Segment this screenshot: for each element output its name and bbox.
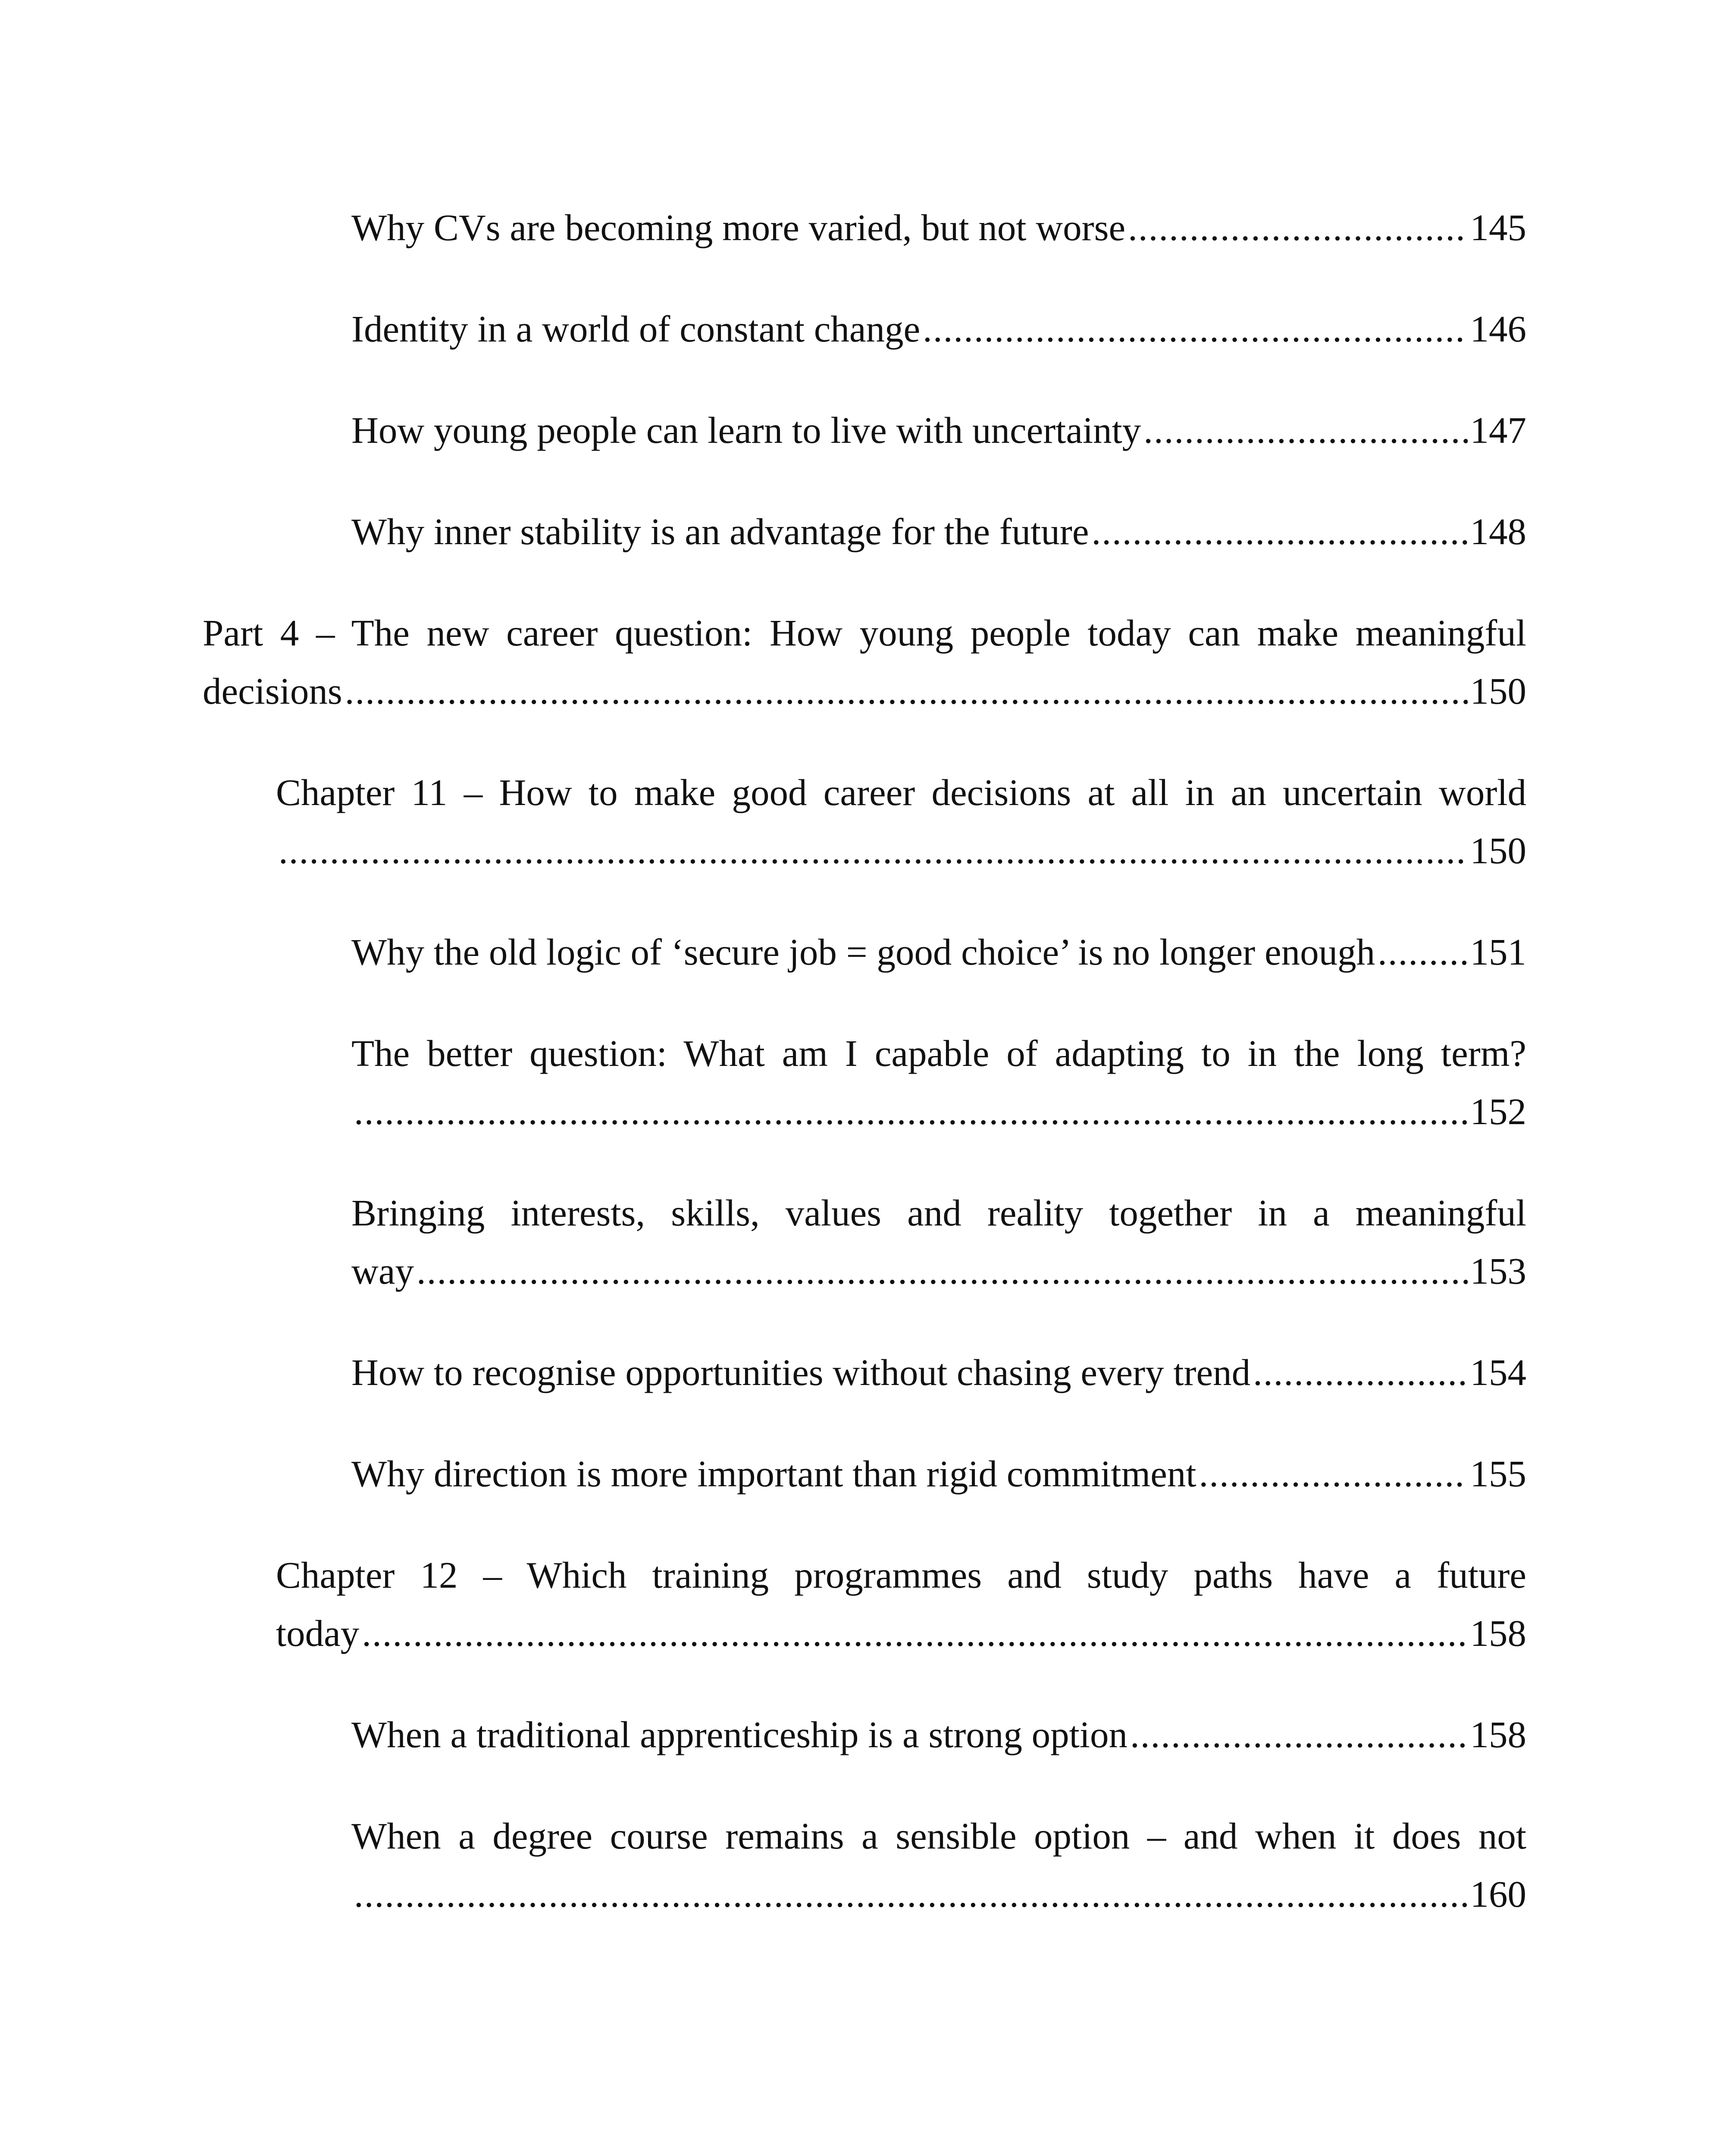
- toc-entry-page: 146: [1470, 308, 1526, 350]
- dot-leader: [1143, 401, 1467, 459]
- toc-entry-title-continued: decisions: [203, 670, 342, 712]
- toc-entry-title: Why CVs are becoming more varied, but not worse: [351, 207, 1126, 248]
- dot-leader: [1378, 923, 1467, 981]
- toc-chapter-entry[interactable]: [276, 763, 1526, 880]
- toc-entry-title: When a degree course remains a sensible option – and when it does not: [351, 1815, 1526, 1857]
- toc-entry-page: 150: [1470, 670, 1526, 712]
- toc-entry-page: 158: [1470, 1612, 1526, 1654]
- toc-entry[interactable]: [351, 1343, 1526, 1401]
- dot-leader: [923, 300, 1467, 358]
- toc-entry[interactable]: [351, 1705, 1526, 1764]
- dot-leader: [1128, 198, 1467, 257]
- dot-leader: [279, 821, 1468, 880]
- toc-entry-title-continued: today: [276, 1612, 360, 1654]
- dot-leader: [345, 662, 1468, 720]
- toc-entry-title: The better question: What am I capable of adapting to in the long term?: [351, 1032, 1526, 1074]
- dot-leader: [1199, 1445, 1468, 1503]
- toc-entry-page: 145: [1470, 207, 1526, 248]
- toc-entry-title: Chapter 12 – Which training programmes and study paths have a future: [276, 1554, 1526, 1596]
- toc-entry-title: Why direction is more important than rigid commitment: [351, 1453, 1196, 1495]
- toc-entry-title: Identity in a world of constant change: [351, 308, 921, 350]
- toc-entry[interactable]: [351, 1445, 1526, 1503]
- toc-entry[interactable]: [351, 923, 1526, 981]
- toc-entry-title: Part 4 – The new career question: How young people today can make meaningful: [203, 612, 1526, 654]
- toc-entry-title: Why inner stability is an advantage for the future: [351, 511, 1089, 552]
- toc-entry-page: 147: [1470, 409, 1526, 451]
- toc-entry[interactable]: [351, 1184, 1526, 1300]
- dot-leader: [1091, 502, 1467, 561]
- toc-entry-title: Bringing interests, skills, values and reality together in a meaningful: [351, 1192, 1526, 1234]
- toc-entry-page: 148: [1470, 511, 1526, 552]
- dot-leader: [354, 1865, 1468, 1923]
- toc-entry[interactable]: [351, 401, 1526, 459]
- toc-entry-page: 155: [1470, 1453, 1526, 1495]
- dot-leader: [417, 1242, 1468, 1300]
- toc-entry[interactable]: [351, 198, 1526, 257]
- toc-entry[interactable]: [351, 502, 1526, 561]
- toc-entry-page: 153: [1470, 1250, 1526, 1292]
- toc-entry-title: Why the old logic of ‘secure job = good choice’ is no longer enough: [351, 931, 1375, 973]
- toc-entry-page: 158: [1470, 1714, 1526, 1755]
- toc-entry-page: 150: [1470, 830, 1526, 871]
- toc-entry[interactable]: [351, 1024, 1526, 1141]
- toc-entry-title-continued: way: [351, 1250, 414, 1292]
- toc-chapter-entry[interactable]: [276, 1546, 1526, 1662]
- toc-entry[interactable]: [351, 300, 1526, 358]
- toc-entry-title: Chapter 11 – How to make good career decisions at all in an uncertain world: [276, 771, 1526, 813]
- toc-entry-title: When a traditional apprenticeship is a strong option: [351, 1714, 1128, 1755]
- toc-part-entry[interactable]: [203, 604, 1526, 720]
- toc-entry-title: How to recognise opportunities without chasing every trend: [351, 1351, 1251, 1393]
- dot-leader: [354, 1082, 1468, 1141]
- toc-entry-page: 160: [1470, 1873, 1526, 1915]
- toc-entry[interactable]: [351, 1807, 1526, 1923]
- dot-leader: [1130, 1705, 1468, 1764]
- dot-leader: [1253, 1343, 1467, 1401]
- toc-entry-page: 152: [1470, 1091, 1526, 1132]
- dot-leader: [362, 1604, 1467, 1662]
- toc-entry-page: 151: [1470, 931, 1526, 973]
- toc-entry-title: How young people can learn to live with uncertainty: [351, 409, 1141, 451]
- toc-entry-page: 154: [1470, 1351, 1526, 1393]
- table-of-contents: [203, 198, 1526, 1966]
